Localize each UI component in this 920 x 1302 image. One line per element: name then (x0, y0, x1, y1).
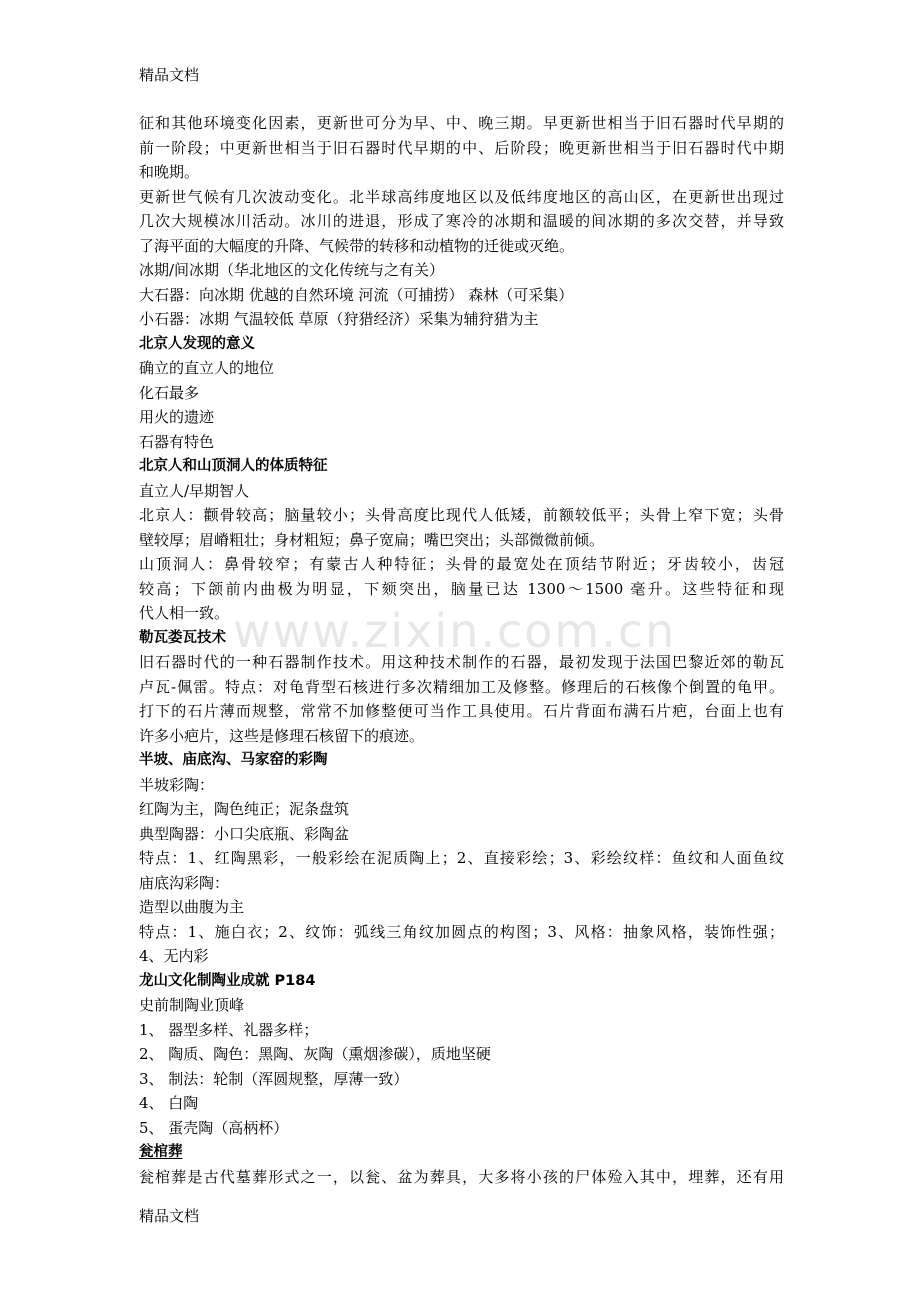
document-body (139, 111, 784, 1189)
section-heading: 瓮棺葬 (139, 1144, 183, 1160)
body-text-line: 半坡彩陶： (139, 775, 215, 794)
body-text-line: 和晚期。 (139, 163, 200, 181)
body-text-line: 史前制陶业顶峰 (139, 996, 245, 1014)
page-header: 精品文档 (139, 66, 200, 84)
body-text-line: 4、 白陶 (139, 1094, 199, 1112)
body-text-line: 用火的遗迹 (139, 408, 215, 426)
body-text-line: 几次大规模冰川活动。冰川的进退，形成了寒冷的冰期和温暖的间冰期的多次交替，并导致 (139, 212, 784, 230)
body-text-line: 冰期/间冰期（华北地区的文化传统与之有关） (139, 261, 445, 279)
body-text-line: 石器有特色 (139, 432, 215, 451)
body-text-line: 4、无内彩 (139, 947, 209, 965)
body-text-line: 打下的石片薄而规整，常常不加修整便可当作工具使用。石片背面布满石片疤，台面上也有 (139, 702, 784, 720)
body-text-line: 大石器：向冰期 优越的自然环境 河流（可捕捞） 森林（可采集） (139, 285, 574, 304)
body-text-line: 山顶洞人：鼻骨较窄；有蒙古人种特征；头骨的最宽处在顶结节附近；牙齿较小，齿冠 (139, 555, 784, 573)
body-text-line: 代人相一致。 (139, 604, 230, 622)
body-text-line: 许多小疤片，这些是修理石核留下的痕迹。 (139, 726, 425, 745)
body-text-line: 典型陶器：小口尖底瓶、彩陶盆 (139, 824, 350, 843)
body-text-line: 了海平面的大幅度的升降、气候带的转移和动植物的迁徙或灭绝。 (139, 236, 575, 255)
body-text-line: 特点：1、施白衣；2、纹饰：弧线三角纹加圆点的构图；3、风格：抽象风格，装饰性强； (139, 922, 784, 941)
body-text-line: 直立人/早期智人 (139, 481, 250, 500)
body-text-line: 确立的直立人的地位 (139, 359, 275, 377)
body-text-line: 瓮棺葬是古代墓葬形式之一，以瓮、盆为葬具，大多将小孩的尸体殓入其中，埋葬，还有用 (139, 1167, 784, 1186)
body-text-line: 特点：1、红陶黑彩，一般彩绘在泥质陶上；2、直接彩绘；3、彩绘纹样：鱼纹和人面鱼纹 (139, 849, 784, 867)
body-text-line: 前一阶段；中更新世相当于旧石器时代早期的中、后阶段；晚更新世相当于旧石器时代中期 (139, 138, 784, 157)
body-text-line: 化石最多 (139, 383, 200, 402)
section-heading: 半坡、庙底沟、马家窑的彩陶 (139, 752, 328, 768)
watermark: www.zixin.com.cn (233, 604, 677, 658)
body-text-line: 旧石器时代的一种石器制作技术。用这种技术制作的石器，最初发现于法国巴黎近郊的勒瓦 (139, 653, 784, 671)
body-text-line: 2、 陶质、陶色：黑陶、灰陶（熏烟渗碳），质地坚硬 (139, 1045, 491, 1063)
body-text-line: 卢瓦-佩雷。特点：对龟背型石核进行多次精细加工及修整。修理后的石核像个倒置的龟甲。 (139, 677, 784, 696)
section-heading: 北京人发现的意义 (139, 335, 255, 352)
body-text-line: 庙底沟彩陶： (139, 873, 230, 892)
body-text-line: 北京人：颧骨较高；脑量较小；头骨高度比现代人低矮，前额较低平；头骨上窄下宽；头骨 (139, 506, 784, 524)
page-footer: 精品文档 (139, 1207, 200, 1225)
body-text-line: 3、 制法：轮制（浑圆规整，厚薄一致） (139, 1069, 409, 1088)
body-text-line: 较高；下颌前内曲极为明显，下颏突出，脑量已达 1300～1500 毫升。这些特征和现 (139, 579, 784, 598)
body-text-line: 更新世气候有几次波动变化。北半球高纬度地区以及低纬度地区的高山区，在更新世出现过 (139, 187, 784, 206)
body-text-line: 1、 器型多样、礼器多样； (139, 1020, 319, 1039)
body-text-line: 红陶为主，陶色纯正；泥条盘筑 (139, 800, 350, 818)
section-heading: 北京人和山顶洞人的体质特征 (139, 458, 328, 474)
body-text-line: 小石器：冰期 气温较低 草原（狩猎经济）采集为辅狩猎为主 (139, 310, 539, 328)
body-text-line: 征和其他环境变化因素，更新世可分为早、中、晚三期。早更新世相当于旧石器时代早期的 (139, 114, 784, 132)
body-text-line: 壁较厚；眉嵴粗壮；身材粗短；鼻子宽扁；嘴巴突出；头部微微前倾。 (139, 530, 605, 549)
section-heading: 龙山文化制陶业成就 P184 (139, 972, 316, 989)
section-heading: 勒瓦娄瓦技术 (139, 629, 226, 646)
body-text-line: 造型以曲腹为主 (139, 898, 245, 916)
body-text-line: 5、 蛋壳陶（高柄杯） (139, 1118, 289, 1137)
